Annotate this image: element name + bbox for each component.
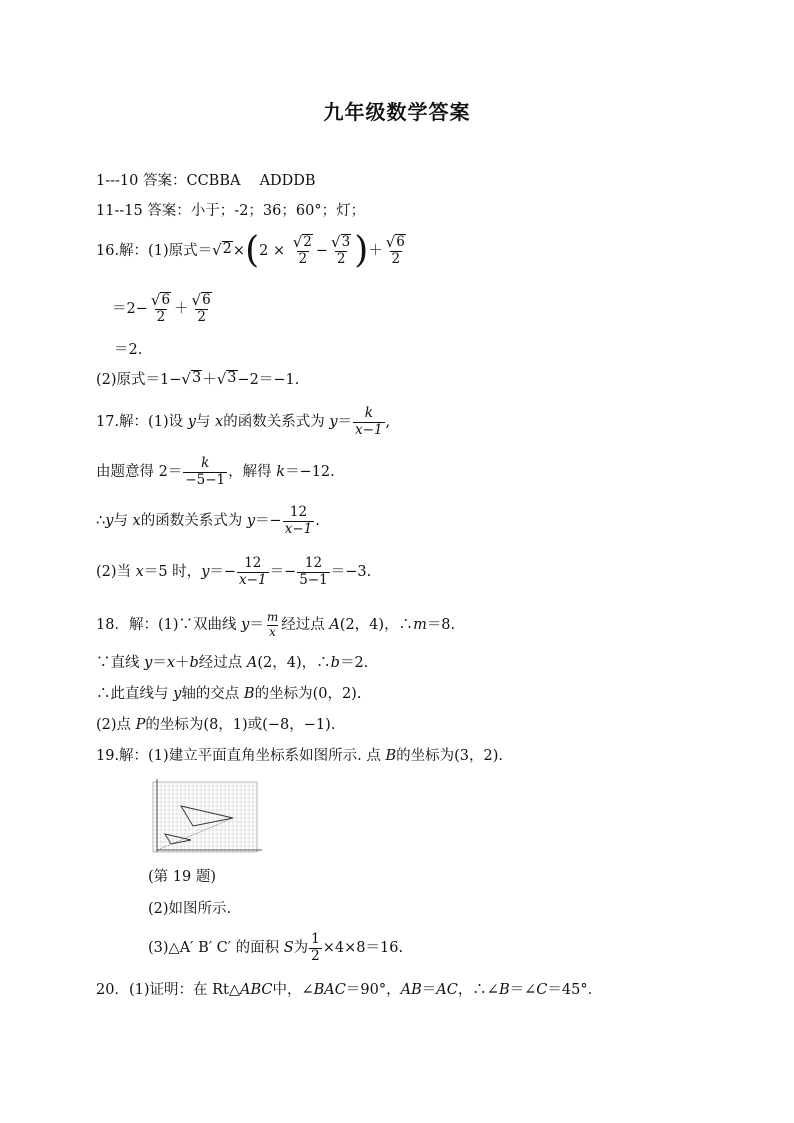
- sqrt: √ 2: [212, 241, 232, 259]
- page-title: 九年级数学答案: [323, 100, 471, 124]
- answer-19-line-1: 19.解：(1)建立平面直角坐标系如图所示. 点 B的坐标为(3，2).: [96, 748, 503, 764]
- fraction: √ 6 2: [150, 290, 171, 326]
- answer-17-part-2: (2)当 x＝5 时，y＝− $\frac{12}{x-1}$ ＝− $\frac{12}{5-1}$ ＝−3.: [96, 554, 372, 588]
- answer-20-line-1: 20．(1)证明：在 Rt△ABC中，∠BAC＝90°，AB＝AC，∴∠B＝∠C＝45°．: [96, 982, 603, 998]
- coordinate-grid-figure: [150, 779, 264, 857]
- answer-18-part-2: (2)点 P的坐标为(8，1)或(−8，−1).: [96, 717, 336, 733]
- answer-16-line-1: 16.解：(1)原式＝ √ 2 ×(2 × √ 2 2 − √ 3 2 )＋ √ 6 2: [96, 230, 409, 272]
- answer-17-line-3: ∴y与 x的函数关系式为 y＝− $\frac{12}{x-1}$ .: [96, 503, 320, 537]
- answer-17-line-1: 17.解：(1)设 y与 x的函数关系式为 y＝ $\frac{k}{x-1}$ ,: [96, 404, 391, 438]
- answer-16-line-2: ＝2− √ 6 2 ＋ √ 6 2: [112, 288, 215, 330]
- fraction: √ 6 2: [385, 232, 405, 268]
- answer-16-line-3: ＝2.: [114, 342, 143, 358]
- answer-18-line-1: 18．解：(1)∵双曲线 y＝ $\frac{m}{x}$ 经过点 A(2，4)，∴m＝8.: [96, 609, 456, 639]
- answer-18-line-3: ∴此直线与 y轴的交点 B的坐标为(0，2).: [96, 686, 362, 702]
- fraction: $\frac{12}{x-1}$: [239, 554, 267, 588]
- fraction: $\frac{12}{x-1}$: [284, 503, 313, 537]
- answer-17-line-2: 由题意得 2＝ $\frac{k}{-5-1}$ ，解得 k＝−12.: [96, 454, 335, 488]
- fraction: √ 3 2: [331, 232, 351, 268]
- q16-label: 16.解：(1)原式＝: [96, 243, 213, 259]
- answer-16-part-2: (2)原式＝1− √ 3 ＋ √ 3 −2＝−1.: [96, 370, 300, 388]
- fraction: √ 2 2: [292, 232, 312, 268]
- answer-1-10: 1---10 答案：CCBBA ADDDB: [96, 173, 316, 189]
- fraction: √ 6 2: [191, 290, 211, 326]
- fraction: $\frac{12}{5-1}$: [299, 554, 328, 588]
- fraction: $\frac{k}{x-1}$: [355, 404, 383, 438]
- fraction: $\frac{m}{x}$: [266, 609, 279, 639]
- answer-19-part-3: (3)△A′ B′ C′ 的面积 S为 $\frac{1}{2}$ ×4×8＝16.: [148, 930, 404, 964]
- answer-19-part-2: (2)如图所示.: [148, 901, 232, 917]
- answer-18-line-2: ∵直线 y＝x＋b经过点 A(2，4)，∴b＝2.: [96, 655, 369, 671]
- fraction: $\frac{k}{-5-1}$: [185, 454, 226, 488]
- figure-caption: (第 19 题): [148, 869, 216, 885]
- answer-11-15: 11--15 答案：小于；-2；36；60°；灯；: [96, 203, 366, 219]
- fraction: $\frac{1}{2}$: [311, 930, 320, 964]
